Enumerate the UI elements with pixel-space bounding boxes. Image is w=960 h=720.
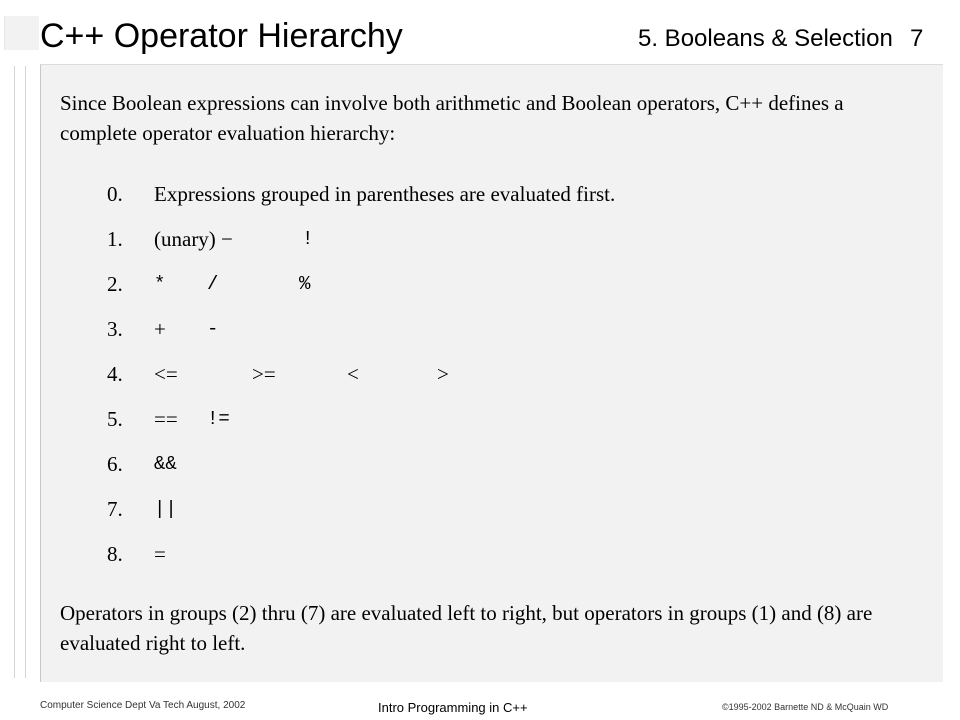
corner-decoration (4, 16, 39, 50)
operator-equal: == (154, 407, 178, 431)
operator-greater-equal: >= (252, 362, 276, 386)
slide-number: 7 (910, 25, 924, 52)
footer-copyright: ©1995-2002 Barnette ND & McQuain WD (722, 702, 889, 712)
footer-course: Intro Programming in C++ (378, 700, 528, 715)
section-label: 5. Booleans & Selection (638, 25, 893, 52)
operator-not-equal: != (207, 408, 230, 430)
level-number: 7. (107, 497, 123, 521)
hierarchy-level-3 (107, 314, 807, 344)
level-number: 0. (107, 182, 123, 206)
hierarchy-level-0 (107, 179, 807, 209)
slide-title: C++ Operator Hierarchy (40, 17, 403, 55)
intro-paragraph: Since Boolean expressions can involve both arithmetic and Boolean operators, C++ defines a complete operator evaluation hierarchy: (60, 91, 844, 145)
operator-not: ! (302, 228, 314, 250)
level-number: 5. (107, 407, 123, 431)
footer-department: Computer Science Dept Va Tech August, 2002 (40, 700, 246, 711)
hierarchy-level-1 (107, 224, 807, 254)
hierarchy-level-5 (107, 404, 807, 434)
level-number: 3. (107, 317, 123, 341)
operator-multiply: * (154, 273, 166, 295)
level-number: 2. (107, 272, 123, 296)
operator-minus: - (207, 318, 219, 340)
hierarchy-level-6 (107, 449, 807, 479)
hierarchy-level-7 (107, 494, 807, 524)
operator-divide: / (207, 273, 219, 295)
operator-plus: + (154, 317, 166, 341)
operator-greater: > (437, 362, 449, 386)
operator-less: < (347, 362, 359, 386)
level-number: 1. (107, 227, 123, 251)
operator-assign: = (154, 542, 166, 566)
outro-paragraph: Operators in groups (2) thru (7) are evaluated left to right, but operators in groups (1) and (8) are evaluated right to left. (60, 601, 873, 655)
operator-logical-and: && (154, 453, 177, 475)
hierarchy-level-8 (107, 539, 807, 569)
operator-less-equal: <= (154, 362, 178, 386)
hierarchy-level-2 (107, 269, 807, 299)
left-frame-decoration (14, 66, 26, 678)
level-number: 4. (107, 362, 123, 386)
operator-logical-or: || (154, 498, 177, 520)
level-number: 8. (107, 542, 123, 566)
level-description: Expressions grouped in parentheses are evaluated first. (154, 182, 616, 206)
operator-unary-minus: (unary) − (154, 227, 233, 251)
operator-modulo: % (299, 273, 311, 295)
level-number: 6. (107, 452, 123, 476)
hierarchy-level-4 (107, 359, 807, 389)
